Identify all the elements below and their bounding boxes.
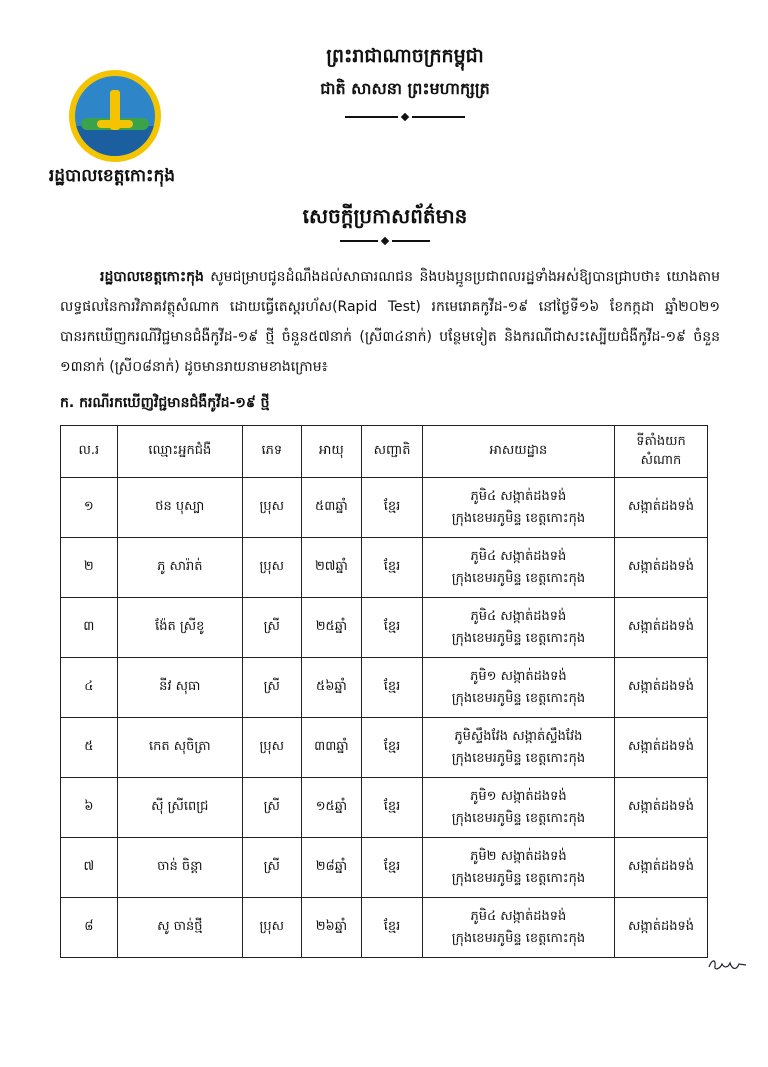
cell-name: កេត សុចិត្រា <box>117 718 242 778</box>
kingdom-heading: ព្រះរាជាណាចក្រកម្ពុជា <box>326 45 484 67</box>
cell-nationality: ខ្មែរ <box>362 538 423 598</box>
org-name: រដ្ឋបាលខេត្តកោះកុង <box>48 166 176 186</box>
table-row <box>61 478 708 538</box>
address-line: ក្រុងខេមរភូមិន្ទ ខេត្តកោះកុង <box>451 930 586 946</box>
cell-age: ២៨ឆ្នាំ <box>301 838 362 898</box>
header-nationality: សញ្ជាតិ <box>362 426 423 478</box>
cell-address <box>422 658 614 718</box>
cell-address <box>422 838 614 898</box>
header-sample-site: ទីតាំងយកសំណាក <box>614 426 707 478</box>
cell-sex: ប្រុស <box>242 538 301 598</box>
header-divider-ornament <box>345 114 465 120</box>
cell-sample-site: សង្កាត់ដងទង់ <box>614 898 707 958</box>
cell-nationality: ខ្មែរ <box>362 838 423 898</box>
cell-no: ៧ <box>61 838 118 898</box>
header-no: ល.រ <box>61 426 118 478</box>
cell-no: ៥ <box>61 718 118 778</box>
announcement-body <box>60 262 720 382</box>
cell-sex: ប្រុស <box>242 898 301 958</box>
cell-sample-site: សង្កាត់ដងទង់ <box>614 478 707 538</box>
cell-sex: ស្រី <box>242 598 301 658</box>
cell-age: ២៧ឆ្នាំ <box>301 538 362 598</box>
address-line: ភូមិ១ សង្កាត់ដងទង់ <box>470 788 567 804</box>
body-org-name: រដ្ឋបាលខេត្តកោះកុង <box>100 269 204 285</box>
table-row <box>61 718 708 778</box>
cell-no: ៣ <box>61 598 118 658</box>
table-row <box>61 778 708 838</box>
national-motto: ជាតិ សាសនា ព្រះមហាក្សត្រ <box>320 79 490 98</box>
table-row <box>61 538 708 598</box>
cell-address <box>422 898 614 958</box>
cell-nationality: ខ្មែរ <box>362 478 423 538</box>
body-text: សូមជម្រាបជូនដំណឹងដល់សាធារណជន និងបងប្អូនប្រជាពលរដ្ឋទាំងអស់ឱ្យបានជ្រាបថា៖ យោងតាមលទ្ធផលនៃការវិភាគវត្ថុសំណាក ដោយធ្វើតេស្តរហ័ស(Rapid Test) រកមេរោគកូវីដ-១៩ នៅថ្ងៃទី១៦ ខែកក្កដា ឆ្នាំ២០២១ បានរកឃើញករណីវិជ្ជមានជំងឺកូវីដ-១៩ ថ្មី ចំនួន៥៧នាក់ (ស្រី៣៤នាក់) បន្ថែមទៀត និងករណីជាសះស្បើយជំងឺកូវីដ-១៩ ចំនួន ១៣នាក់ (ស្រី០៨នាក់) ដូចមានរាយនាមខាងក្រោម៖ <box>60 269 720 375</box>
cell-nationality: ខ្មែរ <box>362 778 423 838</box>
address-line: ភូមិស្ទឹងវែង សង្កាត់ស្ទឹងវែង <box>454 728 583 744</box>
cell-no: ៤ <box>61 658 118 718</box>
header-sex: ភេទ <box>242 426 301 478</box>
cell-name: ស៊ី ស្រីពេជ្រ <box>117 778 242 838</box>
cell-address <box>422 718 614 778</box>
address-line: ក្រុងខេមរភូមិន្ទ ខេត្តកោះកុង <box>451 570 586 586</box>
cell-sample-site: សង្កាត់ដងទង់ <box>614 658 707 718</box>
address-line: ភូមិ២ សង្កាត់ដងទង់ <box>470 848 567 864</box>
cell-no: ៦ <box>61 778 118 838</box>
title-divider-ornament <box>340 238 430 244</box>
cell-name: សូ ចាន់ថ្មី <box>117 898 242 958</box>
cell-nationality: ខ្មែរ <box>362 898 423 958</box>
cell-sample-site: សង្កាត់ដងទង់ <box>614 778 707 838</box>
cell-sex: ប្រុស <box>242 718 301 778</box>
table-row <box>61 598 708 658</box>
cell-sex: ស្រី <box>242 778 301 838</box>
cell-sample-site: សង្កាត់ដងទង់ <box>614 718 707 778</box>
table-row <box>61 658 708 718</box>
table-row <box>61 898 708 958</box>
header-address: អាសយដ្ឋាន <box>422 426 614 478</box>
cell-age: ៣៣ឆ្នាំ <box>301 718 362 778</box>
address-line: ក្រុងខេមរភូមិន្ទ ខេត្តកោះកុង <box>451 870 586 886</box>
cell-age: ៥៣ឆ្នាំ <box>301 478 362 538</box>
signature-initials <box>706 955 750 975</box>
section-heading: ក. ករណីរកឃើញវិជ្ជមានជំងឺកូវីដ-១៩ ថ្មី <box>60 395 270 411</box>
cell-no: ៨ <box>61 898 118 958</box>
cell-nationality: ខ្មែរ <box>362 718 423 778</box>
cell-sample-site: សង្កាត់ដងទង់ <box>614 838 707 898</box>
cell-sample-site: សង្កាត់ដងទង់ <box>614 538 707 598</box>
cell-name: ភូ សារ៉ាត់ <box>117 538 242 598</box>
address-line: ក្រុងខេមរភូមិន្ទ ខេត្តកោះកុង <box>451 630 586 646</box>
cell-name: ចាន់ ចិន្តា <box>117 838 242 898</box>
province-emblem-logo <box>60 68 170 178</box>
address-line: ក្រុងខេមរភូមិន្ទ ខេត្តកោះកុង <box>451 750 586 766</box>
cell-age: ៥៦ឆ្នាំ <box>301 658 362 718</box>
address-line: ភូមិ១ សង្កាត់ដងទង់ <box>470 668 567 684</box>
cell-age: ២៥ឆ្នាំ <box>301 598 362 658</box>
cell-sex: ប្រុស <box>242 478 301 538</box>
cell-age: ២៦ឆ្នាំ <box>301 898 362 958</box>
cell-nationality: ខ្មែរ <box>362 598 423 658</box>
address-line: ក្រុងខេមរភូមិន្ទ ខេត្តកោះកុង <box>451 810 586 826</box>
table-row <box>61 838 708 898</box>
cell-age: ១៥ឆ្នាំ <box>301 778 362 838</box>
cell-no: ១ <box>61 478 118 538</box>
positive-cases-table <box>60 425 708 958</box>
cell-address <box>422 538 614 598</box>
cell-name: ថន បុស្បា <box>117 478 242 538</box>
cell-nationality: ខ្មែរ <box>362 658 423 718</box>
cell-name: នីវ សុធា <box>117 658 242 718</box>
cell-address <box>422 478 614 538</box>
address-line: ភូមិ៤ សង្កាត់ដងទង់ <box>470 908 567 924</box>
cell-sex: ស្រី <box>242 658 301 718</box>
table-header-row <box>61 426 708 478</box>
cell-no: ២ <box>61 538 118 598</box>
cell-address <box>422 778 614 838</box>
cell-sample-site: សង្កាត់ដងទង់ <box>614 598 707 658</box>
header-age: អាយុ <box>301 426 362 478</box>
address-line: ក្រុងខេមរភូមិន្ទ ខេត្តកោះកុង <box>451 690 586 706</box>
document-title: សេចក្តីប្រកាសព័ត៌មាន <box>302 204 468 228</box>
cell-name: ង៉ែត ស្រីខូ <box>117 598 242 658</box>
header-name: ឈ្មោះអ្នកជំងឺ <box>117 426 242 478</box>
address-line: ភូមិ៤ សង្កាត់ដងទង់ <box>470 548 567 564</box>
cell-address <box>422 598 614 658</box>
address-line: ក្រុងខេមរភូមិន្ទ ខេត្តកោះកុង <box>451 510 586 526</box>
address-line: ភូមិ៤ សង្កាត់ដងទង់ <box>470 488 567 504</box>
address-line: ភូមិ៤ សង្កាត់ដងទង់ <box>470 608 567 624</box>
cell-sex: ស្រី <box>242 838 301 898</box>
